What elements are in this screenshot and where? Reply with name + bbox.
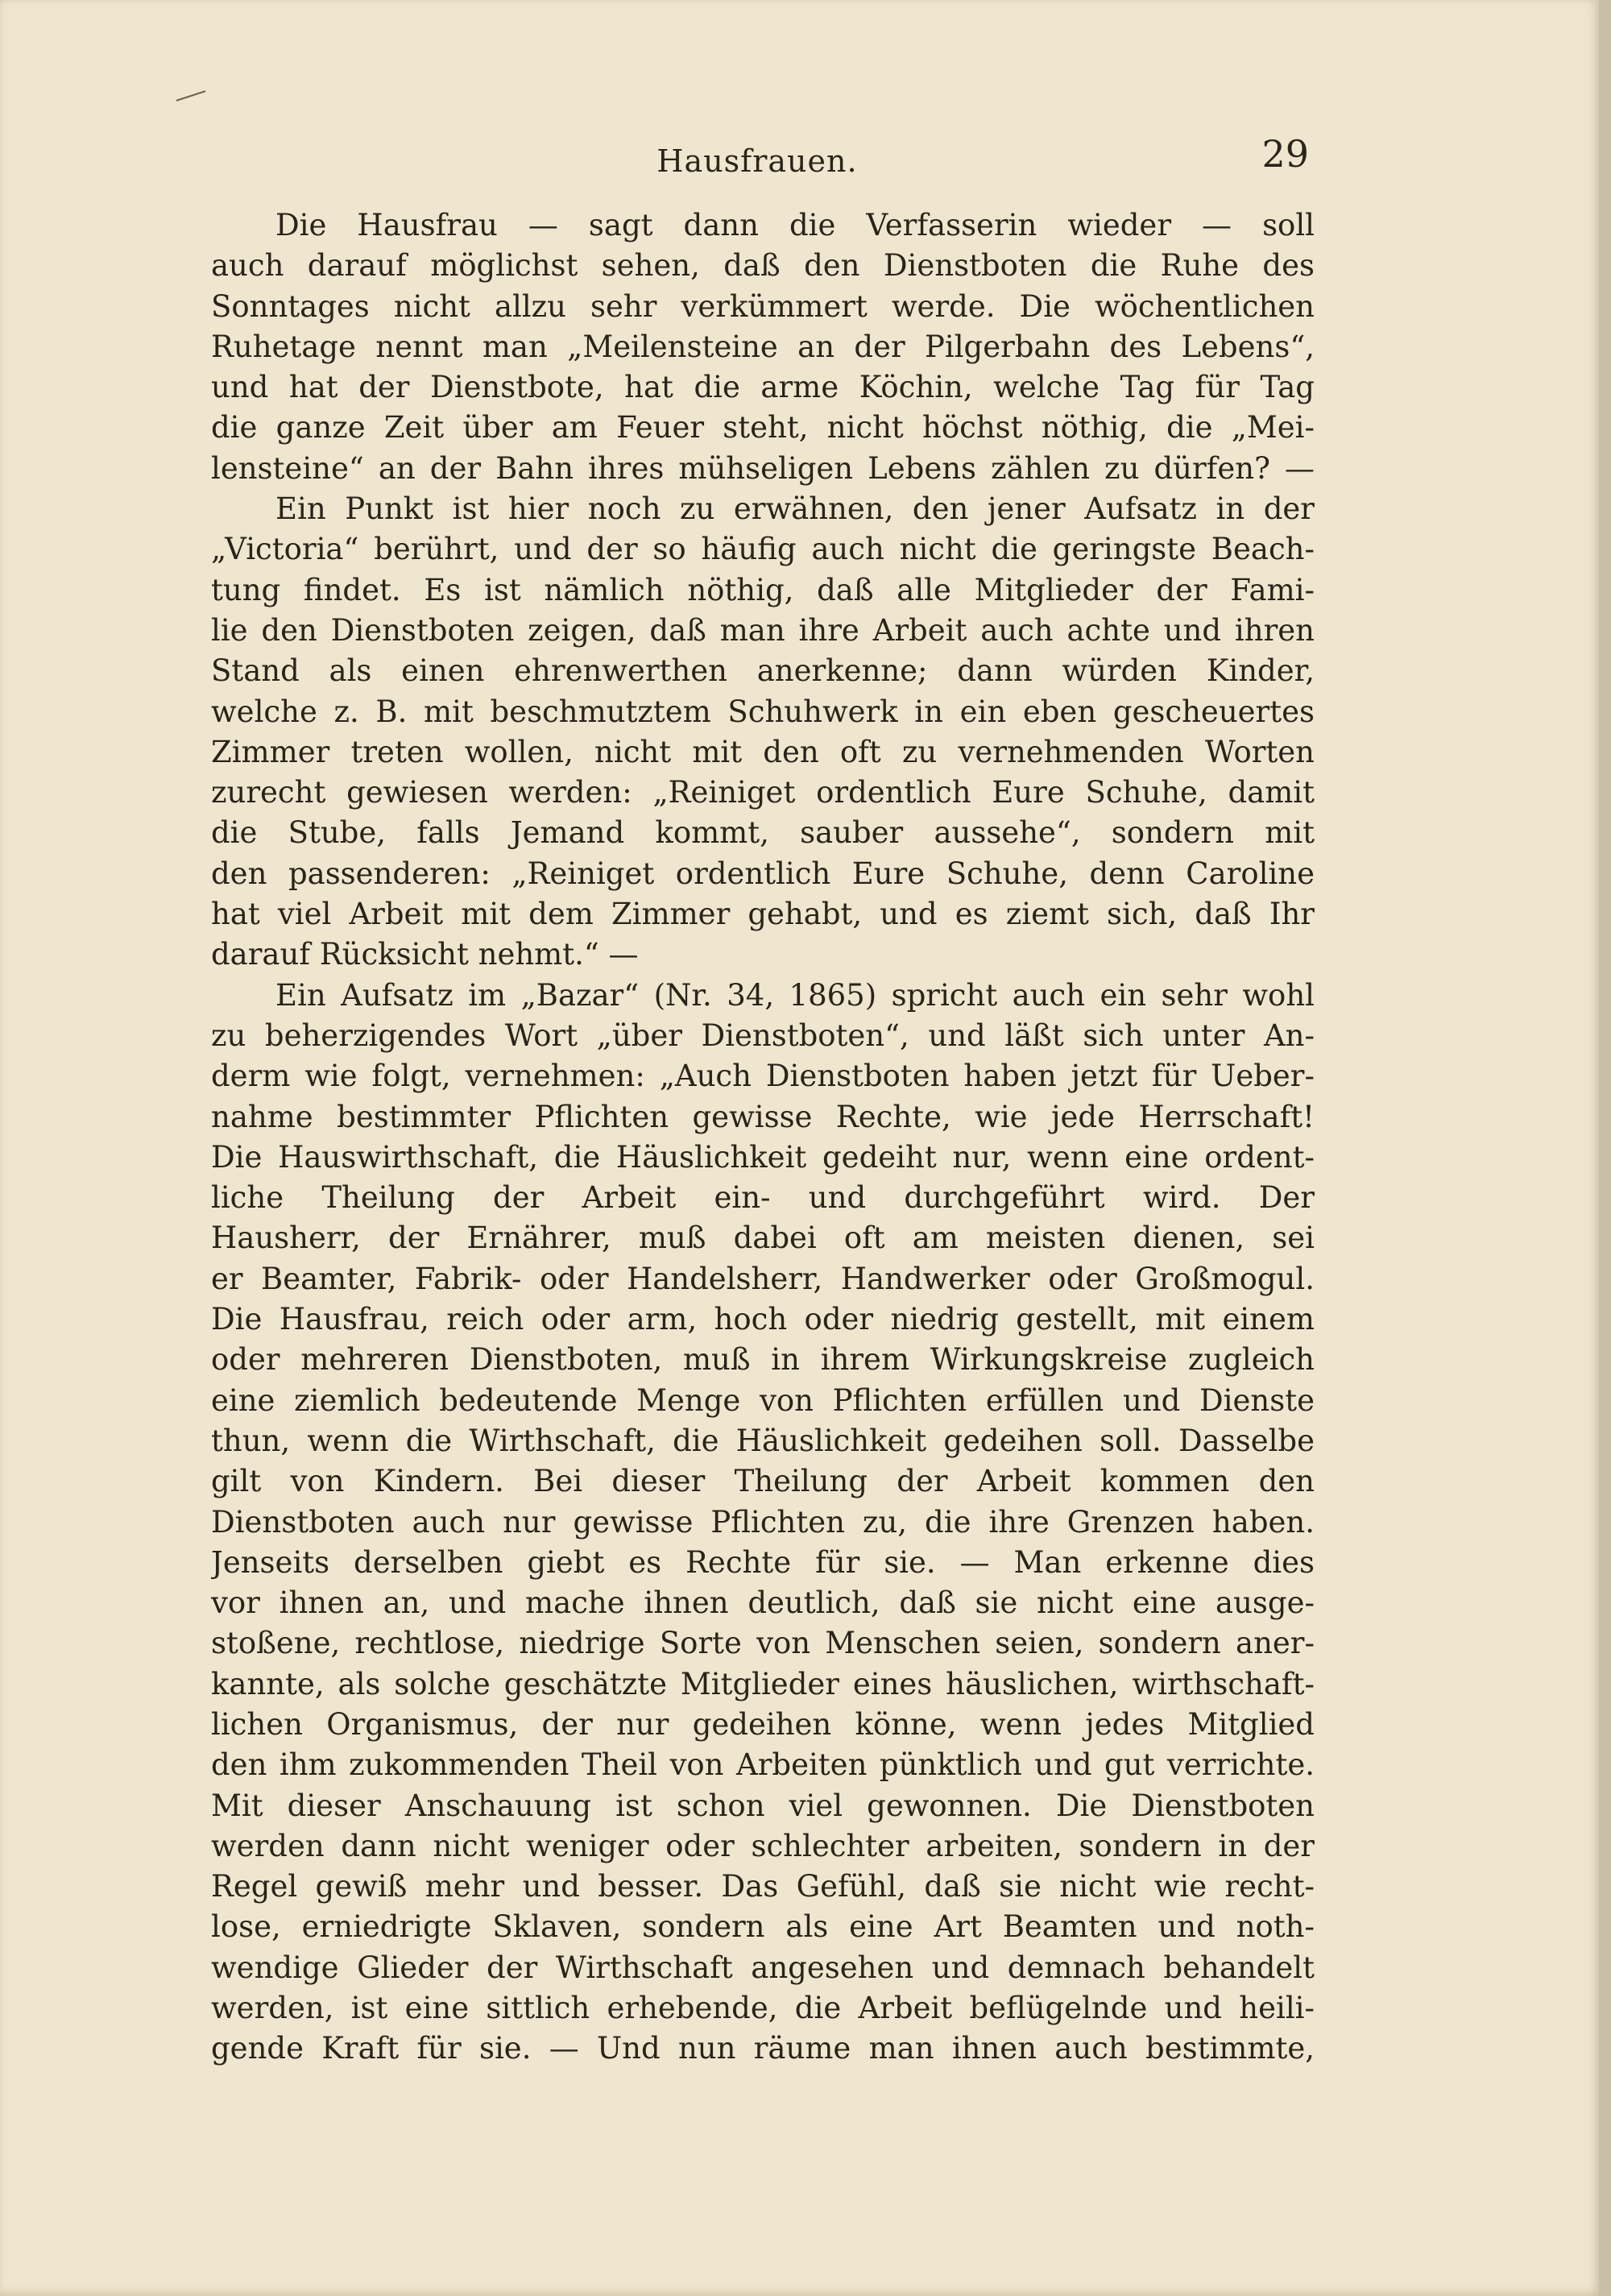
page-edge: [1599, 0, 1611, 2296]
text-line: auch darauf möglichst sehen, daß den Dienstboten die Ruhe des: [211, 248, 1315, 284]
text-line: Ruhetage nennt man „Meilensteine an der Pilgerbahn des Lebens“,: [211, 329, 1315, 364]
text-line: Die Hauswirthschaft, die Häuslichkeit gedeiht nur, wenn eine ordent-: [211, 1139, 1315, 1175]
text-line: hat viel Arbeit mit dem Zimmer gehabt, und es ziemt sich, daß Ihr: [211, 897, 1315, 932]
text-line: die Stube, falls Jemand kommt, sauber aussehe“, sondern mit: [211, 815, 1315, 851]
text-line: welche z. B. mit beschmutztem Schuhwerk in ein eben gescheuertes: [211, 694, 1315, 729]
text-line: lose, erniedrigte Sklaven, sondern als eine Art Beamten und noth-: [211, 1909, 1315, 1945]
text-line: eine ziemlich bedeutende Menge von Pflichten erfüllen und Dienste: [211, 1382, 1315, 1418]
text-line: wendige Glieder der Wirthschaft angesehen und demnach behandelt: [211, 1950, 1315, 1985]
text-line: stoßene, rechtlose, niedrige Sorte von Menschen seien, sondern aner-: [211, 1626, 1315, 1661]
text-line: lie den Dienstboten zeigen, daß man ihre Arbeit auch achte und ihren: [211, 612, 1315, 648]
text-line: zurecht gewiesen werden: „Reiniget ordentlich Eure Schuhe, damit: [211, 775, 1315, 810]
text-line: gilt von Kindern. Bei dieser Theilung der Arbeit kommen den: [211, 1464, 1315, 1499]
text-line: nahme bestimmter Pflichten gewisse Rechte, wie jede Herrschaft!: [211, 1099, 1315, 1134]
text-line: werden dann nicht weniger oder schlechter arbeiten, sondern in der: [211, 1828, 1315, 1863]
text-line: gende Kraft für sie. — Und nun räume man ihnen auch bestimmte,: [211, 2031, 1315, 2066]
text-line: Stand als einen ehrenwerthen anerkenne; dann würden Kinder,: [211, 653, 1315, 689]
text-line: zu beherzigendes Wort „über Dienstboten“, und läßt sich unter An-: [211, 1017, 1315, 1053]
text-line: Ein Punkt ist hier noch zu erwähnen, den jener Aufsatz in der: [275, 491, 1315, 527]
text-line: lensteine“ an der Bahn ihres mühseligen Lebens zählen zu dürfen? —: [211, 450, 1315, 486]
text-line: werden, ist eine sittlich erhebende, die Arbeit beflügelnde und heili-: [211, 1991, 1315, 2026]
pencil-mark: [176, 90, 206, 102]
text-line: Dienstboten auch nur gewisse Pflichten zu, die ihre Grenzen haben.: [211, 1504, 1315, 1540]
text-line: tung findet. Es ist nämlich nöthig, daß alle Mitglieder der Fami-: [211, 572, 1315, 607]
text-line: lichen Organismus, der nur gedeihen könne, wenn jedes Mitglied: [211, 1706, 1315, 1742]
running-head: Hausfrauen.: [656, 143, 858, 179]
text-line: kannte, als solche geschätzte Mitglieder eines häuslichen, wirthschaft-: [211, 1666, 1315, 1701]
text-line: den passenderen: „Reiniget ordentlich Eure Schuhe, denn Caroline: [211, 856, 1315, 891]
text-line: Ein Aufsatz im „Bazar“ (Nr. 34, 1865) spricht auch ein sehr wohl: [275, 977, 1315, 1013]
text-line: darauf Rücksicht nehmt.“ —: [211, 937, 639, 972]
text-line: vor ihnen an, und mache ihnen deutlich, daß sie nicht eine ausge-: [211, 1585, 1315, 1621]
text-line: derm wie folgt, vernehmen: „Auch Dienstboten haben jetzt für Ueber-: [211, 1059, 1315, 1094]
text-line: die ganze Zeit über am Feuer steht, nicht höchst nöthig, die „Mei-: [211, 410, 1315, 446]
page-number: 29: [1261, 132, 1309, 176]
text-line: Jenseits derselben giebt es Rechte für sie. — Man erkenne dies: [211, 1544, 1315, 1580]
text-line: den ihm zukommenden Theil von Arbeiten pünktlich und gut verrichte.: [211, 1747, 1315, 1783]
text-line: Sonntages nicht allzu sehr verkümmert werde. Die wöchentlichen: [211, 288, 1315, 324]
body-text: [211, 205, 1315, 2070]
text-line: Zimmer treten wollen, nicht mit den oft zu vernehmenden Worten: [211, 734, 1315, 769]
text-line: Die Hausfrau, reich oder arm, hoch oder niedrig gestellt, mit einem: [211, 1302, 1315, 1337]
page-header: [205, 129, 1309, 185]
text-line: Mit dieser Anschauung ist schon viel gewonnen. Die Dienstboten: [211, 1788, 1315, 1823]
text-line: „Victoria“ berührt, und der so häufig auch nicht die geringste Beach-: [211, 532, 1315, 567]
text-line: Die Hausfrau — sagt dann die Verfasserin wieder — soll: [275, 208, 1315, 242]
text-line: liche Theilung der Arbeit ein- und durchgeführt wird. Der: [211, 1180, 1315, 1216]
text-line: und hat der Dienstbote, hat die arme Köchin, welche Tag für Tag: [211, 370, 1315, 405]
text-line: thun, wenn die Wirthschaft, die Häuslichkeit gedeihen soll. Dasselbe: [211, 1423, 1315, 1458]
text-line: Hausherr, der Ernährer, muß dabei oft am meisten dienen, sei: [211, 1221, 1315, 1256]
text-line: oder mehreren Dienstboten, muß in ihrem Wirkungskreise zugleich: [211, 1342, 1315, 1378]
text-line: er Beamter, Fabrik- oder Handelsherr, Handwerker oder Großmogul.: [211, 1261, 1315, 1296]
text-line: Regel gewiß mehr und besser. Das Gefühl, daß sie nicht wie recht-: [211, 1869, 1315, 1904]
